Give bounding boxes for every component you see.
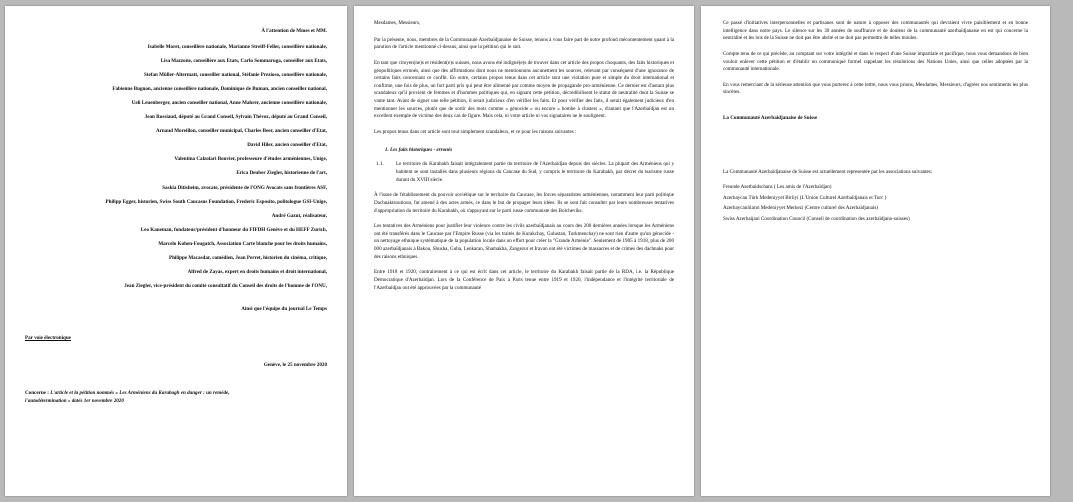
numbered-list	[374, 147, 674, 155]
page-2-content	[374, 20, 674, 292]
signatory-line: André Gazut, réalisateur,	[271, 212, 327, 219]
signatory-line: Leo Kaneman, fondateur/président d'honneur du FIFDH Genève et du HEFF Zurich,	[140, 226, 327, 233]
document-page-3	[701, 6, 1050, 496]
signatory-line: Marcelo Kohen-Fougatch, Association Carte blanche pour les droits humains,	[158, 240, 327, 247]
association-item: Swiss Azerbaijani Coordination Council (Conseil de coordination des azerbaïdjano-suisses)	[723, 215, 910, 222]
association-item: Azerbaycanlıların Medeniyyet Merkezi (Centre culturel des Azerbaïdjanais)	[723, 205, 879, 212]
place-and-date: Genève, le 25 novembre 2020	[263, 361, 327, 368]
signatory-line: Fabienne Bugnon, ancienne conseillère nationale, Dominique de Buman, ancien conseiller national,	[112, 86, 327, 93]
page-3-content	[723, 20, 1028, 223]
subject-block	[25, 390, 327, 405]
signatory-line: Ueli Leuenberger, ancien conseiller national, Anne Mahrer, ancienne conseillère nationale,	[131, 100, 327, 107]
subject-text-line-1: L'article et la pétition nommés « Les Arméniens du Karabagh en danger : un remède,	[50, 390, 230, 397]
greeting: Mesdames, Messieurs,	[374, 20, 421, 26]
signatory-line: Isabelle Moret, conseillère nationale, Marianne Streiff-Feller, conseillère nationale,	[147, 43, 327, 50]
signatory-line: Valentina Calzolari Bouvier, professeure d'études arméniennes, Unige,	[174, 156, 327, 163]
signature-block: La Communauté Azerbaïdjanaise de Suisse	[723, 115, 818, 122]
signatory-line: Erica Deuber Ziegler, historienne de l'art,	[236, 170, 327, 177]
signatory-line: Arnaud Moreillon, conseiller municipal, Charles Beer, ancien conseiller d'Etat,	[155, 128, 327, 135]
sub-list-number: 1.1.	[376, 161, 384, 168]
subject-label: Concerne :	[25, 390, 49, 397]
body-paragraph: En tant que citoyen(ne)s et résident(e)s suisses, nous avons été indigné(e)s de trouver dans cet article des propos choquants, des faits historiques et géopolitiques erronés, ainsi que des affirmations dont nous ne mentionnons aucunement les sources, relevant par conséquent d'une ignorance de certains faits concernant ce conflit. En outre, certains propos tenus dans cet article sont une violation pure et simple du droit international et confirme, une fois de plus, un fort parti pris qui peut être alimenté par comme moyen de propagande pro-arménienne. Ce dernier est d'autant plus scandaleux qu'il provient de femmes et d'hommes politiques qui, en signant cette pétition, décrédibilisent le statut de neutralité dont la Suisse se vante tant. Avant de signer une telle pétition, il serait judicieux d'en vérifier les faits. Et pour vérifier des faits, il serait également judicieux d'en mentionner les sources, plutôt que de sortir des mots comme « génocide » ou encore « bombe à clusters », d'autant que l'Azerbaïdjan est un excellent exemple de victime des deux cas de figure. Mais cela, ni votre article ni vos signataires ne le soulignent.	[374, 59, 674, 120]
document-page-2	[354, 6, 694, 496]
sub-list-text: Le territoire du Karabakh faisait intégralement partie du territoire de l'Azerbaïdjan depuis des siècles. La plupart des Arméniens qui y habitent se sont installés dans plusieurs régions du Caucase du Sud, y compris le territoire du Karabakh, par décret du tsarisme russe durant du XVIII siècle.	[396, 161, 674, 183]
association-item: Azerbaycan Türk Medeniyyet Birliyi (L'Union Culturel Azerbaïdjanais et Turc )	[723, 194, 887, 201]
body-paragraph: En vous remerciant de la sérieuse attention que vous porterez à cette lettre, nous vous prions, Mesdames, Messieurs, d'agréer nos sentiments les plus sincères.	[723, 81, 1028, 96]
body-paragraph: À l'issue de l'établissement du pouvoir soviétique sur le territoire du Caucase, les forces séparatistes arméniennes, notamment leur parti politique Dachnaktsoutioun, fut amené à des actes armés, ce dans le but de propager leurs idées. Ils se sont fait consulter par leurs nombreuses tentatives d'appropriation du territoire du Karabakh, où s'appuyant sur le parti russe communiste des Bolcheviks.	[374, 192, 674, 214]
signatory-line: Philipp Egger, historien, Swiss South Caucasus Foundation, Frederic Esposito, politologue GSI-Unige,	[105, 198, 327, 205]
signatory-line: Saskia Ditisheim, avocate, présidente de l'ONG Avocats sans frontières ASF,	[162, 184, 327, 191]
body-paragraph: Par la présente, nous, membres de la Communauté Azerbaïdjanaise de Suisse, tenons à vous faire part de notre profond mécontentement quant à la parution de l'article mentionné ci-dessus, ainsi que la pétition qui le suit.	[374, 36, 674, 51]
signatory-line: David Hiler, ancien conseiller d'Etat,	[247, 142, 327, 149]
body-paragraph: Les tentatives des Arméniens pour justifier leur violence contre les civils azerbaïdjanais au cours des 200 dernières années lorsque les Arméniens ont été transférés dans le Caucase par l'Empire Russe (via les traités de Kurakchay, Gulustan, Turkmenchay) ne sont rien d'autre qu'un génocide - un nettoyage ethnique systématique de la population locale dans un effort pour créer la "Grande Arménie". Seulement de 1905 à 1918, plus de 200 000 azerbaïdjanais à Bakou, Shusha, Guba, Lenkaran, Shamakha, Zangezur et Iravan ont été victimes de massacres et de crimes des dachnaks pour des raisons ethniques.	[374, 223, 674, 260]
signatory-line: Jean Ziegler, vice-président du comité consultatif du Conseil des droits de l'homme de l'ONU,	[124, 282, 327, 289]
subject-text-line-2: l'autodétermination » datés 1er novembre 2020	[25, 398, 124, 405]
list-item: 1. Les faits historiques - erronés	[390, 147, 674, 155]
sub-list-item	[376, 161, 674, 184]
salutation: À l'attention de Mmes et MM.	[261, 28, 327, 34]
closing-line: Ainsi que l'équipe du journal Le Temps	[241, 305, 327, 312]
body-paragraph: Ce passé d'initiatives interpersonnelles et partisanes sont de nature à opposer des communautés qui devraient vivre paisiblement et en bonne intelligence dans notre pays. Le silence sur les 30 années de souffrance et de douleur de la communauté azerbaïdjanaise en est qui concerne la neutralité et les lois de la Suisse ne doit pas être abrité et ne doit pas permettre de telles moules.	[723, 20, 1028, 42]
signatory-line: Philippe Macasdar, comédien, Jean Perret, historien du cinéma, critique,	[168, 254, 327, 261]
signatory-line: Alfred de Zayas, expert en droits humains et droit international,	[187, 268, 327, 275]
signatory-line: Lisa Mazzone, conseillère aux Etats, Carlo Sommaruga, conseiller aux Etats,	[160, 57, 327, 64]
page-1-content	[25, 28, 327, 406]
document-page-1	[5, 6, 347, 496]
body-paragraph: Entre 1918 et 1920, contrairement à ce qui est écrit dans cet article, le territoire du Karabakh faisait partie de la RDA, i.e. la République Démocratique d'Azerbaïdjan. Lors de la Conférence de Paix à Paris tenue entre 1919 et 1920, l'indépendance et l'intégrité territoriale de l'Azerbaïdjan ont été approuvées par la communauté	[374, 269, 674, 291]
signatory-line: Stefan Müller-Altermatt, conseiller national, Stéfanie Prezioso, conseillère nationale,	[143, 72, 327, 78]
body-paragraph: Les propos tenus dans cet article sont tout simplement scandaleux, et ce pour les raisons suivantes :	[374, 129, 577, 136]
body-paragraph: Compte tenu de ce qui précède, au comptant sur votre intégrité et dans le respect d'une Suisse impartiale et pacifique, nous vous demandons de bien vouloir enlever cette pétition et d'établir un communiqué formel rappelant les résolutions des Nations Unies, ainsi que celles adoptées par la communauté internationale.	[723, 50, 1028, 73]
signatory-line: Jean Rossiaud, député au Grand Conseil, Sylvain Thévoz, député au Grand Conseil,	[144, 114, 327, 121]
associations-intro: La Communauté Azerbaïdjanaise de Suisse est actuellement representée par les associations suivantes:	[723, 168, 933, 175]
delivery-channel: Par voie électronique	[25, 334, 71, 341]
association-item: Freunde Aserbaidschans ( Les amis de l'Azerbaïdjan)	[723, 184, 832, 191]
